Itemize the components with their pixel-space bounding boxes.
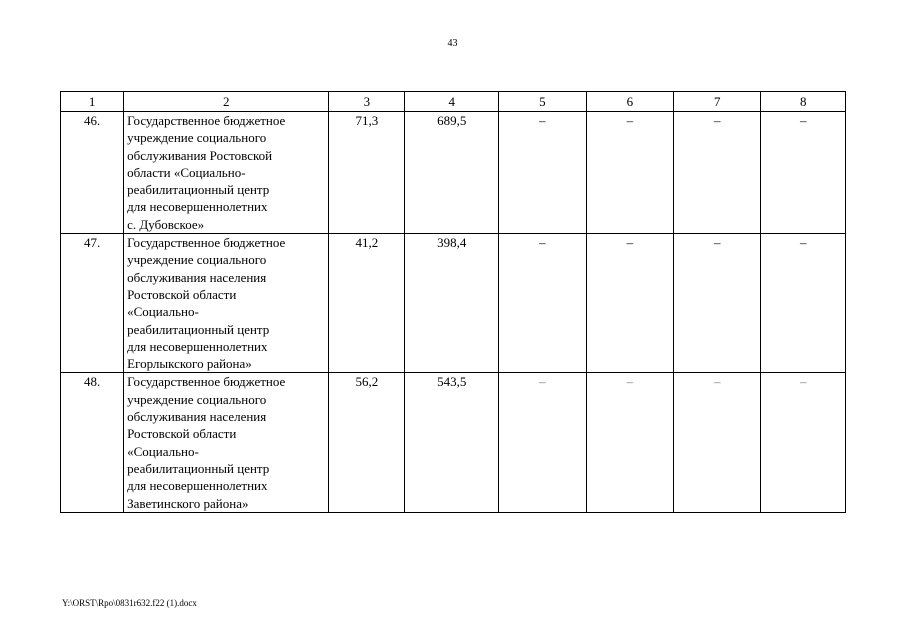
- col7-value: –: [674, 234, 761, 373]
- name-line: для несовершеннолетних: [127, 478, 268, 494]
- name-line: Заветинского района»: [127, 495, 249, 511]
- table-row: [61, 112, 846, 234]
- name-line: с. Дубовское»: [127, 216, 205, 232]
- institution-name: [124, 112, 329, 234]
- name-line: «Социально-: [127, 304, 199, 320]
- col8-value: –: [761, 234, 846, 373]
- col5-value: –: [499, 373, 586, 512]
- col3-value: 41,2: [329, 234, 405, 373]
- name-line: для несовершеннолетних: [127, 338, 268, 354]
- name-line: обслуживания населения: [127, 269, 267, 285]
- col4-value: 398,4: [405, 234, 499, 373]
- column-header-5: 5: [499, 92, 586, 112]
- data-table: [60, 91, 846, 513]
- column-header-1: 1: [61, 92, 124, 112]
- col7-value: –: [674, 112, 761, 234]
- col5-value: –: [499, 234, 586, 373]
- page-number: 43: [447, 38, 458, 49]
- name-line: учреждение социального: [127, 391, 267, 407]
- column-header-6: 6: [586, 92, 673, 112]
- name-line: обслуживания населения: [127, 409, 267, 425]
- col4-value: 543,5: [405, 373, 499, 512]
- name-line: «Социально-: [127, 443, 199, 459]
- name-line: Государственное бюджетное: [127, 374, 286, 390]
- column-header-4: 4: [405, 92, 499, 112]
- row-number: 48.: [61, 373, 124, 512]
- name-line: Ростовской области: [127, 426, 237, 442]
- name-line: Государственное бюджетное: [127, 113, 286, 128]
- name-line: учреждение социального: [127, 252, 267, 268]
- col4-value: 689,5: [405, 112, 499, 234]
- name-line: для несовершеннолетних: [127, 199, 268, 215]
- col6-value: –: [586, 373, 673, 512]
- institution-name: [124, 234, 329, 373]
- institution-name: [124, 373, 329, 512]
- table-row: [61, 234, 846, 373]
- column-header-7: 7: [674, 92, 761, 112]
- col7-value: –: [674, 373, 761, 512]
- footer-file-path: Y:\ORST\Rpo\0831r632.f22 (1).docx: [62, 598, 197, 608]
- name-line: учреждение социального: [127, 130, 267, 146]
- column-header-3: 3: [329, 92, 405, 112]
- name-line: области «Социально-: [127, 164, 246, 180]
- column-header-8: 8: [761, 92, 846, 112]
- table-row: [61, 373, 846, 512]
- name-line: Егорлыкского района»: [127, 356, 252, 372]
- name-line: реабилитационный центр: [127, 182, 270, 198]
- col3-value: 71,3: [329, 112, 405, 234]
- name-line: Ростовской области: [127, 286, 237, 302]
- row-number: 47.: [61, 234, 124, 373]
- column-header-2: 2: [124, 92, 329, 112]
- col6-value: –: [586, 112, 673, 234]
- table-header-row: [61, 92, 846, 112]
- name-line: обслуживания Ростовской: [127, 147, 273, 163]
- col8-value: –: [761, 112, 846, 234]
- col8-value: –: [761, 373, 846, 512]
- col3-value: 56,2: [329, 373, 405, 512]
- row-number: 46.: [61, 112, 124, 234]
- col5-value: –: [499, 112, 586, 234]
- name-line: реабилитационный центр: [127, 321, 270, 337]
- col6-value: –: [586, 234, 673, 373]
- name-line: Государственное бюджетное: [127, 235, 286, 251]
- name-line: реабилитационный центр: [127, 460, 270, 476]
